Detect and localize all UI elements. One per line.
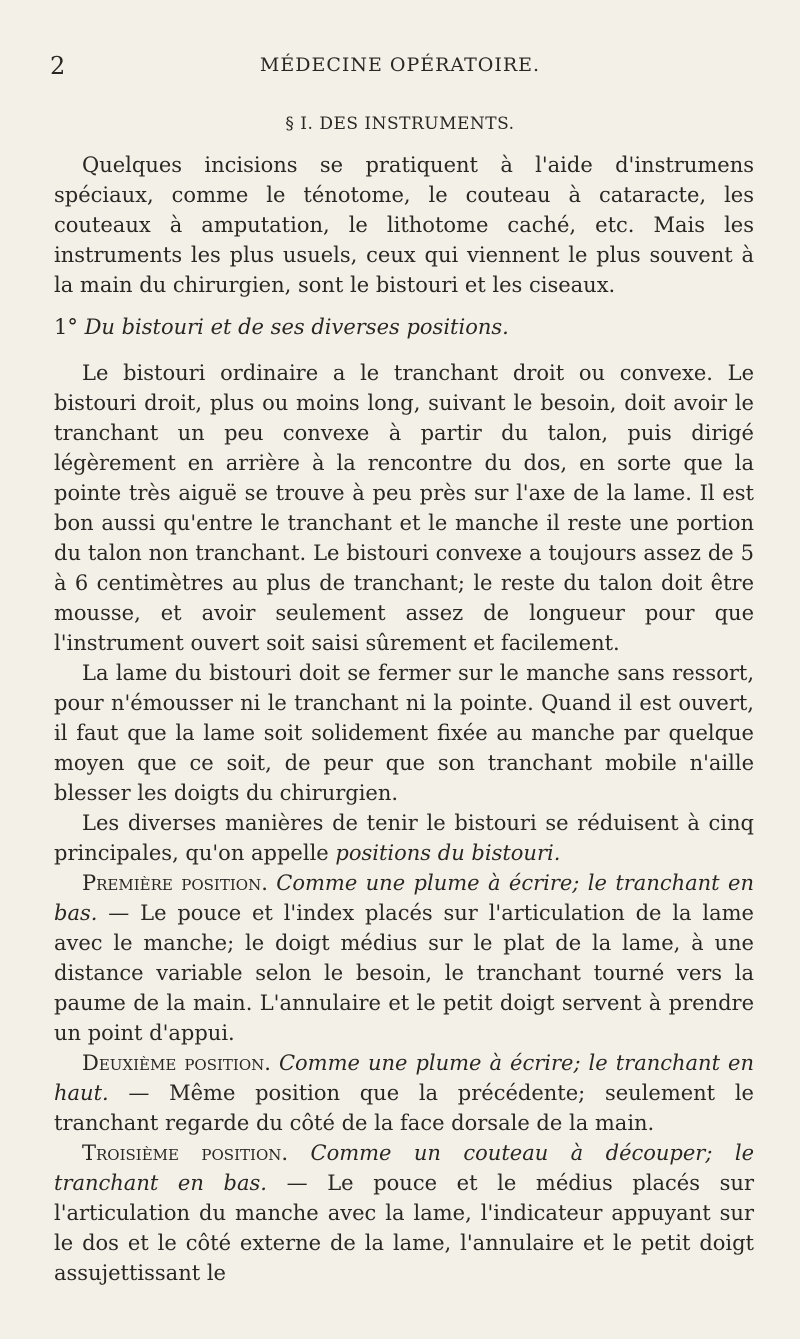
positions-intro-italic: positions du bistouri.	[335, 841, 561, 865]
paragraph-position-3	[54, 1138, 754, 1288]
position-2-text: — Même position que la précédente; seulement le tranchant regarde du côté de la face dorsale de la main.	[54, 1081, 754, 1135]
page-number: 2	[50, 52, 66, 80]
paragraph-blade-closing: La lame du bistouri doit se fermer sur le manche sans ressort, pour n'émousser ni le tranchant ni la pointe. Quand il est ouvert, il faut que la lame soit solidement fixée au manche par quelque moyen que ce soit, de peur que son tranchant mobile n'aille blesser les doigts du chirurgien.	[54, 661, 754, 805]
position-1-title: Comme une plume à écrire; le tranchant en bas.	[54, 871, 754, 925]
position-1-label: Première position.	[82, 871, 268, 895]
paragraph-positions-intro	[54, 808, 754, 868]
position-2-label: Deuxième position.	[82, 1051, 271, 1075]
subheading	[54, 312, 754, 342]
paragraph-position-1	[54, 868, 754, 1048]
position-1-text: — Le pouce et l'index placés sur l'articulation de la lame avec le manche; le doigt médius sur le plat de la lame, à une distance variable selon le besoin, le tranchant tourné vers la paume de la main. L'annulaire et le petit doigt servent à prendre un point d'appui.	[54, 901, 754, 1045]
paragraph-bistouri-shape: Le bistouri ordinaire a le tranchant droit ou convexe. Le bistouri droit, plus ou moins long, suivant le besoin, doit avoir le tranchant un peu convexe à partir du talon, puis dirigé légèrement en arrière à la rencontre du dos, en sorte que la pointe très aiguë se trouve à peu près sur l'axe de la lame. Il est bon aussi qu'entre le tranchant et le manche il reste une portion du talon non tranchant. Le bistouri convexe a toujours assez de 5 à 6 centimètres au plus de tranchant; le reste du talon doit être mousse, et avoir seulement assez de longueur pour que l'instrument ouvert soit saisi sûrement et facilement.	[54, 361, 754, 655]
paragraph-intro: Quelques incisions se pratiquent à l'aide d'instrumens spéciaux, comme le ténotome, le couteau à cataracte, les couteaux à amputation, le lithotome caché, etc. Mais les instruments les plus usuels, ceux qui viennent le plus souvent à la main du chirurgien, sont le bistouri et les ciseaux.	[54, 153, 754, 297]
paragraph-position-2	[54, 1048, 754, 1138]
section-title: § I. DES INSTRUMENTS.	[285, 114, 515, 134]
position-2-title: Comme une plume à écrire; le tranchant en haut.	[54, 1051, 754, 1105]
body-text	[54, 150, 754, 1288]
running-head	[50, 52, 750, 82]
positions-intro-text: Les diverses manières de tenir le bistouri se réduisent à cinq principales, qu'on appelle	[54, 811, 754, 865]
position-3-text: — Le pouce et le médius placés sur l'articulation du manche avec la lame, l'indicateur appuyant sur le dos et le côté externe de la lame, l'annulaire et le petit doigt assujettissant le	[54, 1171, 754, 1285]
position-3-title: Comme un couteau à découper; le tranchant en bas.	[54, 1141, 754, 1195]
subheading-text: Du bistouri et de ses diverses positions.	[84, 315, 509, 339]
position-3-label: Troisième position.	[82, 1141, 289, 1165]
running-title: MÉDECINE OPÉRATOIRE.	[259, 54, 541, 76]
subheading-number: 1°	[54, 315, 78, 339]
